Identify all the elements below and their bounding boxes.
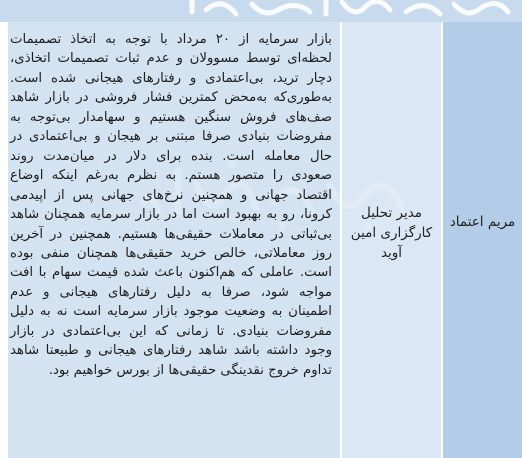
interviewee-name: مریم اعتماد (449, 214, 516, 230)
header-strip (0, 0, 522, 22)
column-divider (441, 22, 443, 458)
interviewee-role: مدیر تحلیل کارگزاری امین آوید (350, 205, 433, 261)
name-column (443, 22, 522, 458)
masthead-watermark-logo (178, 0, 518, 22)
commentary-paragraph: بازار سرمایه از ۲۰ مرداد با توجه به اتخاذ تصمیمات لحظه‌ای توسط مسوولان و عدم ثبات تصمیمات اتخاذی، دچار ترید، بی‌اعتمادی و رفتارهای هیجانی شده است. به‌طوری‌که به‌محض کمترین فشار فروشی در بازار شاهد صف‌های فروش سنگین هستیم و سهامدار بی‌توجه به مفروضات بنیادی صرفا مبتنی بر هیجان و بی‌اعتمادی در حال معامله است. بنده برای دلار در میان‌مدت روند صعودی را متصور هستم. به نظرم به‌رغم اینکه اوضاع اقتصاد جهانی و همچنین نرخ‌های جهانی پس از اپیدمی کرونا، رو به بهبود است اما در بازار سرمایه همچنان شاهد بی‌ثباتی در معاملات حقیقی‌ها هستیم. همچنین در آخرین روز معاملاتی، خالص خرید حقیقی‌ها همچنان منفی بوده است. عاملی که هم‌اکنون باعث شده قیمت سهام با افت مواجه شود، صرفا به دلیل رفتارهای هیجانی و عدم اطمینان به وضعیت موجود بازار سرمایه است نه به دلیل مفروضات بنیادی. تا زمانی که این بی‌اعتمادی در بازار وجود داشته باشد شاهد رفتارهای هیجانی و طبیعتا شاهد تداوم خروج نقدینگی حقیقی‌ها از بورس خواهیم بود. (10, 32, 332, 378)
